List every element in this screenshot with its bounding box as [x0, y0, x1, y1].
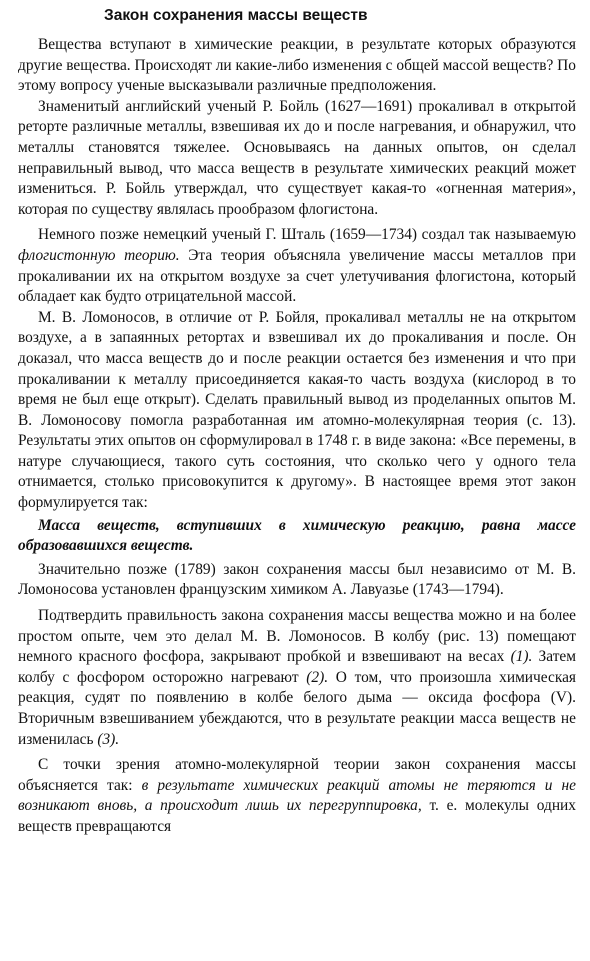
section-title: Закон сохранения массы веществ: [104, 7, 368, 24]
law-statement: Масса веществ, вступивших в химическую реакцию, равна массе образовавшихся веществ.: [18, 516, 576, 555]
paragraph-intro: Вещества вступают в химические реакции, в результате которых образуются другие вещества. Происходят ли какие-либо изменения с общей массой веществ? По этому вопросу ученые высказывали различные предположения.: [18, 36, 576, 95]
paragraph-stahl: [18, 225, 576, 307]
atomic-explanation-emphasis: в результате химических реакций атомы не теряются и не возникают вновь, а происходит лишь их перегруппировка,: [18, 776, 576, 815]
paragraph-lomonosov: М. В. Ломоносов, в отличие от Р. Бойля, прокаливал металлы не на открытом воздухе, а в запаянных ретортах и взвешивал их до прокаливания и после. Он доказал, что масса веществ до и после реакции остается без изменения и что при прокаливании к металлу присоединяется какая-то часть воздуха (кислород в то время не был еще открыт). Сделать правильный вывод из проделанных опытов М. В. Ломоносову помогла разработанная им атомно-молекулярная теория (с. 13). Результаты этих опытов он сформулировал в 1748 г. в виде закона: «Все перемены, в натуре случающиеся, такого суть состояния, что сколько чего у одного тела отнимается, столько присовокупится к другому». В настоящее время этот закон формулируется так:: [18, 308, 576, 512]
paragraph-atomic-text-b: т. е. молекулы одних веществ превращаются: [18, 797, 576, 835]
paragraph-experiment-text-c: О том, что произошла химическая реакция, судят по появлению в колбе белого дыма — оксида фосфора (V). Вторичным взвешиванием убеждаются, что в результате реакции масса веществ не изменилась: [18, 668, 576, 748]
figure-marker-2: (2).: [306, 668, 329, 686]
phlogiston-theory-term: флогистонную теорию.: [18, 246, 180, 264]
figure-marker-1: (1).: [510, 648, 533, 666]
paragraph-lavoisier: Значительно позже (1789) закон сохранения массы был независимо от М. В. Ломоносова установлен французским химиком А. Лавуазье (1743—1794).: [18, 560, 576, 599]
paragraph-atomic-theory: [18, 755, 576, 837]
paragraph-experiment-text-a: Подтвердить правильность закона сохранения массы вещества можно и на более простом опыте, чем это делал М. В. Ломоносов. В колбу (рис. 13) помещают немного красного фосфора, закрывают пробкой и взвешивают на весах: [18, 607, 576, 666]
paragraph-stahl-text-a: Немного позже немецкий ученый Г. Шталь (1659—1734) создал так называемую: [38, 226, 576, 244]
paragraph-experiment: [18, 606, 576, 750]
figure-marker-3: (3).: [97, 730, 120, 748]
paragraph-stahl-text-b: Эта теория объясняла увеличение массы металлов при прокаливании их на открытом воздухе за счет улетучивания флогистона, который обладает как будто отрицательной массой.: [18, 246, 576, 306]
paragraph-experiment-text-b: Затем колбу с фосфором осторожно нагревают: [18, 648, 576, 686]
paragraph-boyle: Знаменитый английский ученый Р. Бойль (1627—1691) прокаливал в открытой реторте различные металлы, взвешивая их до и после нагревания, и обнаружил, что металлы становятся тяжелее. Основываясь на данных опытов, он сделал неправильный вывод, что масса веществ в результате химических реакций может измениться. Р. Бойль утверждал, что существует какая-то «огненная материя», которая по существу являлась прообразом флогистона.: [18, 97, 576, 218]
paragraph-atomic-text-a: С точки зрения атомно-молекулярной теории закон сохранения массы объясняется так:: [18, 756, 576, 794]
